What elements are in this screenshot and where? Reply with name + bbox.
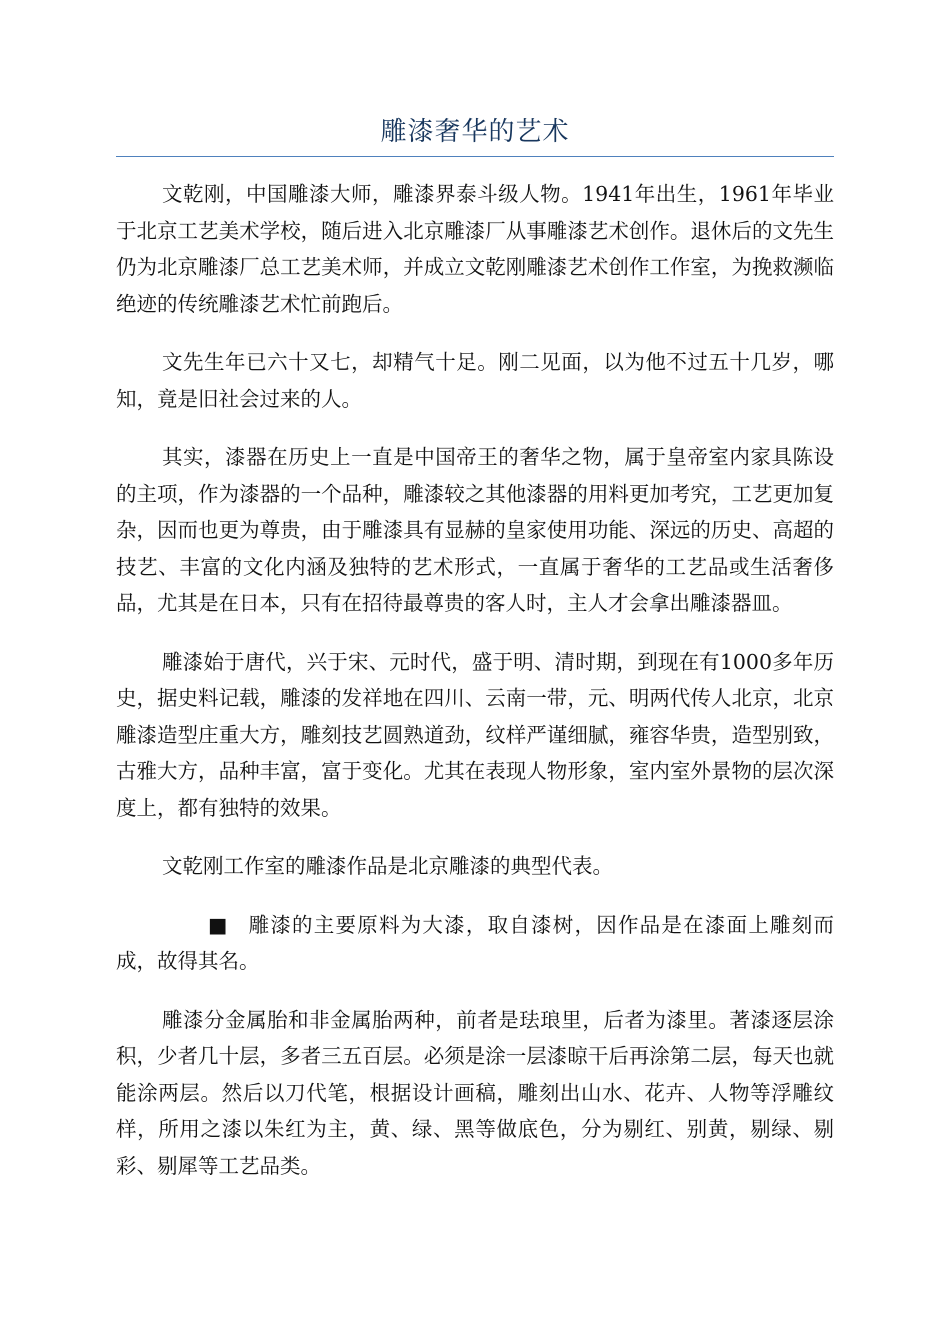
- bullet-paragraph: [116, 907, 834, 980]
- document-title: 雕漆奢华的艺术: [380, 117, 570, 147]
- paragraph-intro: 文乾刚，中国雕漆大师，雕漆界泰斗级人物。1941年出生，1961年毕业于北京工艺美术学校，随后进入北京雕漆厂从事雕漆艺术创作。退休后的文先生仍为北京雕漆厂总工艺美术师，并成立文乾刚雕漆艺术创作工作室，为挽救濒临绝迹的传统雕漆艺术忙前跑后。: [116, 182, 834, 316]
- bullet-text: 雕漆的主要原料为大漆，取自漆树，因作品是在漆面上雕刻而成，故得其名。: [116, 912, 834, 973]
- title-header: [116, 112, 834, 157]
- paragraph-materials: 雕漆分金属胎和非金属胎两种，前者是珐琅里，后者为漆里。著漆逐层涂积，少者几十层，多者三五百层。必须是涂一层漆晾干后再涂第二层，每天也就能涂两层。然后以刀代笔，根据设计画稿，雕刻出山水、花卉、人物等浮雕纹样，所用之漆以朱红为主，黄、绿、黑等做底色，分为剔红、别黄，剔绿、剔彩、剔犀等工艺品类。: [116, 1007, 834, 1178]
- document-body: [116, 176, 834, 1206]
- square-bullet-icon: ■: [208, 912, 228, 937]
- paragraph-studio: 文乾刚工作室的雕漆作品是北京雕漆的典型代表。: [162, 854, 613, 878]
- paragraph-age: 文先生年已六十又七，却精气十足。刚二见面，以为他不过五十几岁，哪知，竟是旧社会过来的人。: [116, 350, 834, 411]
- paragraph-origins: 雕漆始于唐代，兴于宋、元时代，盛于明、清时期，到现在有1000多年历史，据史料记载，雕漆的发祥地在四川、云南一带，元、明两代传人北京，北京雕漆造型庄重大方，雕刻技艺圆熟道劲，纹样严谨细腻，雍容华贵，造型别致，古雅大方，品种丰富，富于变化。尤其在表现人物形象，室内室外景物的层次深度上，都有独特的效果。: [116, 649, 834, 820]
- paragraph-history-luxury: 其实，漆器在历史上一直是中国帝王的奢华之物，属于皇帝室内家具陈设的主项，作为漆器的一个品种，雕漆较之其他漆器的用料更加考究，工艺更加复杂，因而也更为尊贵，由于雕漆具有显赫的皇家使用功能、深远的历史、高超的技艺、丰富的文化内涵及独特的艺术形式，一直属于奢华的工艺品或生活奢侈品，尤其是在日本，只有在招待最尊贵的客人时，主人才会拿出雕漆器皿。: [116, 445, 834, 615]
